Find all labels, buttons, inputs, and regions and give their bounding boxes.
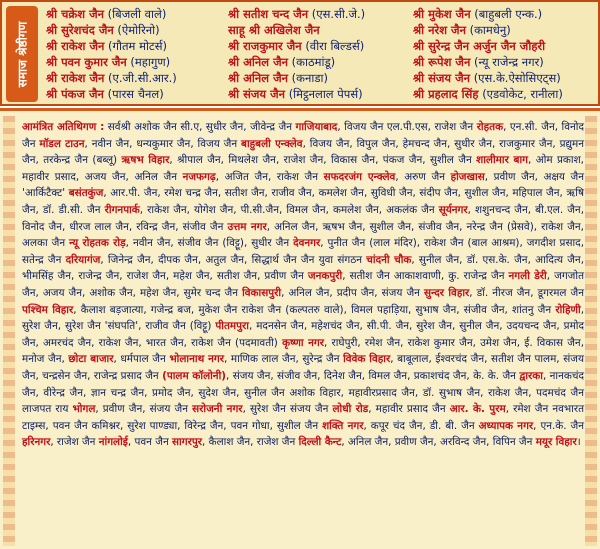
place-name: पश्चिम विहार	[22, 303, 74, 316]
guest-names: , संजय जैन, संजीव जैन, दिनेश जैन, विमल जैन, प्रकाशचंद जैन, के. के. जैन	[226, 369, 520, 382]
guest-names: , विजय जैन, विपुल जैन, हेमचन्द जैन, सुधीर जैन, राजकुमार जैन, प्रद्युमन जैन, तरकेन्द्र जैन (बब्लू)	[22, 137, 585, 167]
right-border-decoration	[585, 116, 597, 546]
guest-names: , पवन जैन	[127, 436, 173, 449]
guest-names: , आर.पी. जैन, रमेश चन्द्र जैन, सतीश जैन, राजीव जैन, कमलेश जैन, सुविधी जैन, संदीप जैन, सुशील जैन, महिपाल जैन, ऋषि जैन, डॉ. डी.सी. जैन	[22, 187, 584, 216]
dignitary-name: श्री चक्रेश जैन	[46, 7, 104, 21]
dignitary-affiliation: (न्यू राजेन्द्र नगर)	[474, 55, 544, 69]
guest-names: , सुनील जैन, डॉ. एस.के. जैन, आदित्य जैन, भीमसिंह जैन, राजेन्द्र जैन, राजेश जैन, महेश जैन, सतीश जैन, प्रवीण जैन	[22, 253, 584, 283]
dignitary-name: साहू श्री अखिलेश जैन	[228, 23, 320, 37]
guest-names: , विजय जैन एल.पी.एस, राजेश जैन	[337, 121, 477, 133]
side-label-tab	[6, 6, 38, 102]
place-name: दिल्ली कैन्ट	[298, 436, 342, 449]
dignitary-entry	[46, 70, 228, 86]
guest-names: , रमेश जैन नवभारत टाइम्स, पवन जैन कमिश्नर, सुरेश पाण्ड्या, विरेन्द्र जैन, पवन गोधा, सुशील जैन	[22, 403, 585, 432]
place-name: लोधी रोड	[332, 403, 369, 416]
dignitary-entry	[46, 54, 228, 70]
dignitary-entry	[413, 70, 598, 86]
place-name: मॉडल टाउन	[39, 137, 85, 150]
guest-names: , प्रवीण जैन, संजय जैन	[95, 403, 193, 416]
dignitary-affiliation: (ऐमोरिनो)	[117, 23, 160, 37]
guest-names: , प्रवीण जैन, अक्षय जैन 'आर्किटैक्ट'	[22, 170, 584, 200]
place-name: चांदनी चौक	[366, 253, 412, 266]
place-name: बाहुबली एन्क्लेव	[241, 137, 303, 150]
guest-names: , पुनीत जैन (लाल मंदिर), राकेश जैन (बाल आश्रम), जगदीश प्रसाद, सतेन्द्र जैन	[22, 237, 585, 266]
dignitary-affiliation: (महागुण)	[130, 55, 171, 69]
dignitary-entry	[228, 70, 413, 86]
guest-names: , ओम प्रकाश, महावीर प्रसाद, अजय जैन, अनिल जैन	[22, 154, 584, 183]
guest-names: , सतीश जैन आकाशवाणी, कु. राजेन्द्र जैन	[342, 270, 509, 283]
dignitary-name: श्री राकेश जैन	[46, 71, 105, 85]
dignitary-entry	[228, 86, 413, 102]
dignitary-entry	[228, 54, 413, 70]
place-name: कृष्णा नगर	[282, 336, 324, 349]
dignitary-entry	[46, 38, 228, 54]
guest-names: , राघेपुरी, रमेश जैन, राकेश कुमार जैन, उमेश जैन, ई. विकास जैन, मनोज जैन,	[22, 336, 585, 366]
guest-names: , एन.के. जैन	[533, 419, 584, 432]
dignitary-name: श्री सुरेशचंद जैन	[46, 23, 114, 37]
guest-names: सर्वश्री अशोक जैन सी.ए, सुधीर जैन, जीवेन्द्र जैन	[104, 121, 296, 133]
dignitary-entry	[413, 38, 598, 54]
dignitary-entry	[413, 54, 598, 70]
place-name: पीतमपुरा	[215, 320, 249, 333]
place-name: उत्तम नगर	[227, 220, 267, 233]
guest-names: , राजेश जैन	[50, 436, 99, 449]
dignitaries-grid	[46, 6, 598, 104]
guest-names: , अरुण जैन	[395, 170, 451, 183]
guest-names: ।	[576, 436, 581, 449]
dignitary-name: श्री नरेश जैन	[413, 23, 466, 37]
dignitary-name: श्री मुकेश जैन	[413, 7, 471, 21]
guest-names: , अजित जैन, राकेश जैन	[215, 170, 324, 183]
guest-names: , धर्मपाल जैन	[113, 353, 170, 366]
place-name: गाजियाबाद	[295, 121, 338, 133]
place-name: विवेक विहार	[343, 353, 391, 366]
place-name: सुन्दर विहार	[424, 286, 470, 299]
dignitary-name: श्री रूपेश जैन	[413, 55, 471, 69]
dignitary-name: श्री पवन कुमार जैन	[46, 55, 127, 69]
guest-names: , महावीर प्रसाद जैन	[368, 403, 450, 416]
place-name: सरोजनी नगर	[192, 403, 243, 416]
dignitary-name: श्री अनिल जैन	[228, 55, 288, 69]
guest-names: , नवीन जैन, संजीव जैन (विट्टू), सुधीर जैन	[125, 237, 294, 250]
dignitary-entry	[228, 6, 413, 22]
place-name: होजखास	[450, 170, 485, 183]
dignitary-affiliation: (एडवोकेट, रानीला)	[482, 87, 563, 101]
guest-names: , अनिल जैन, ऋषभ जैन, सुशील जैन, संजीव जैन, नरेन्द्र जैन (प्रेसवे), राकेश जैन, अलका जैन	[22, 220, 584, 250]
guest-names: , सुरेश जैन संजय जैन	[242, 403, 333, 416]
guest-names: , एन.सी. जैन, विनोद जैन	[22, 121, 584, 150]
guest-names: , नानकचंद जैन, वीरेन्द्र जैन, ज्ञान चन्द्र जैन, प्रमोद जैन, सुदेश जैन, सुनील जैन अशोक विहार, महावीरप्रसाद जैन, डॉ. सुभाष जैन, राकेश जैन, पदमचंद जैन लाजपत राय	[22, 369, 584, 416]
place-name: रोहिणी	[555, 303, 581, 316]
dignitary-name: श्री संजय जैन	[413, 71, 471, 85]
dignitary-affiliation: (ए.जी.सी.आर.)	[108, 71, 177, 85]
place-name: ऋषभ विहार	[121, 154, 170, 167]
guest-names: , अनिल जैन, प्रवीण जैन, अरविन्द जैन, विपिन जैन	[341, 436, 536, 449]
guest-names: , शशुनचन्द जैन, बी.एल. जैन, विनोद जैन, धीरज लाल जैन, रविन्द्र जैन, संजीव जैन	[22, 203, 584, 233]
dignitary-name: श्री राकेश जैन	[46, 39, 105, 53]
place-name: रीगनपार्क	[104, 203, 140, 216]
place-name: सफदरजंग एन्क्लेव	[323, 170, 396, 183]
place-name: सागरपुर	[172, 436, 202, 449]
dignitary-name: श्री पंकज जैन	[46, 87, 104, 101]
guest-names: , माणिक लाल जैन, सुरेन्द्र जैन	[224, 353, 344, 366]
place-name: (पालम कॉलोनी)	[162, 369, 227, 382]
dignitary-entry	[413, 86, 598, 102]
place-name: छोटा बाजार	[68, 353, 114, 366]
place-name: नगली डेरी	[508, 270, 547, 283]
dignitary-affiliation: (काठमांडू)	[291, 55, 336, 69]
place-name: जनकपुरी	[307, 270, 343, 283]
dignitaries-panel	[0, 0, 600, 106]
dignitary-affiliation: (एस.सी.जे.)	[311, 7, 366, 21]
guest-names: , कैलाश बड़जात्या, गजेन्द्र बज, मुकेश जैन राकेश जैन (कल्पतरु वाले), विमल पहाड़िया, सुभाष जैन, संजीव जैन, शांतनु जैन	[73, 303, 556, 316]
dignitary-name: श्री अनिल जैन	[228, 71, 288, 85]
dignitary-affiliation: (मिट्ठनलाल पेपर्स)	[288, 87, 363, 101]
dignitary-name: श्री सतीश चन्द जैन	[228, 7, 309, 21]
place-name: सूर्यनगर	[438, 203, 468, 216]
place-name: नजफगढ़	[182, 170, 216, 183]
guest-names: , श्रीपाल जैन, मिथलेश जैन, राजेश जैन, विकास जैन, पंकज जैन, सुशील जैन	[169, 154, 477, 167]
guest-names: , नवीन जैन, धन्यकुमार जैन, विजय जैन	[84, 137, 242, 150]
dignitary-affiliation: (बाहुबली एन्क.)	[474, 7, 543, 21]
dignitary-affiliation: (वीरा बिल्डर्स)	[305, 39, 365, 53]
dignitary-affiliation: (कनाडा)	[291, 71, 328, 85]
guest-names: , जिनेन्द्र जैन, दीपक जैन, अतुल जैन, सिद्धार्थ जैन जैन युवा संगठन	[100, 253, 367, 266]
side-label: समाज श्रेष्ठीगण	[15, 21, 30, 87]
dignitary-entry	[46, 22, 228, 38]
guest-names: , राकेश जैन, योगेश जैन, पी.सी.जैन, विमल जैन, कमलेश जैन, अकलंक जैन	[139, 203, 439, 216]
dignitary-name: श्री सुरेन्द्र जैन अर्जुन जैन जौहरी	[413, 39, 546, 53]
place-name: रोहतक	[476, 121, 504, 133]
guest-names: , बाबूलाल, ईश्वरचंद जैन, सतीश जैन पालम, संजय जैन, चन्द्रसेन जैन, राजेन्द्र प्रसाद जैन	[22, 353, 584, 382]
place-name: हरिनगर	[22, 436, 51, 449]
dignitary-entry	[46, 6, 228, 22]
guest-names: , कपूर चंद जैन, डी. बी. जैन	[363, 419, 479, 432]
place-name: देवनगर	[293, 237, 321, 250]
dignitary-entry	[228, 22, 413, 38]
place-name: बसंतकुंज	[68, 187, 104, 200]
dignitary-name: श्री संजय जैन	[228, 87, 286, 101]
guest-names: , सुरेश जैन, सुरेश जैन 'संघपति', राजीव जैन (विट्टू)	[22, 303, 584, 333]
guest-names: , जगजोत जैन, अजय जैन, अशोक जैन, महेश जैन, सुमेर चन्द जैन	[22, 270, 584, 299]
place-name: आमंत्रित अतिथिगण :	[22, 121, 105, 133]
invited-guests-text	[22, 119, 584, 451]
invited-guests-panel	[0, 108, 600, 549]
left-border-decoration	[3, 116, 15, 546]
dignitary-name: श्री प्रहलाद सिंह	[413, 87, 479, 101]
dignitary-affiliation: (एस.के.ऐसोसिएट्स)	[473, 71, 561, 85]
dignitary-affiliation: (गौतम मोटर्स)	[108, 39, 167, 53]
place-name: शक्ति नगर	[322, 419, 364, 432]
place-name: दरियागंज	[65, 253, 101, 266]
place-name: आर. के. पुरम	[449, 403, 506, 416]
guest-names: , कैलाश जैन, राजेश जैन	[202, 436, 299, 449]
place-name: नांगलोई	[98, 436, 128, 449]
place-name: मयूर विहार	[535, 436, 577, 449]
place-name: न्यू रोहतक रोड़	[69, 237, 126, 250]
place-name: विकासपुरी	[242, 286, 282, 299]
dignitary-entry	[413, 6, 598, 22]
place-name: शालीमार बाग	[476, 154, 529, 167]
dignitary-affiliation: (बिजली वाले)	[107, 7, 167, 21]
dignitary-affiliation: (पारस चैनल)	[107, 87, 164, 101]
place-name: अध्यापक नगर	[478, 419, 534, 432]
dignitary-entry	[228, 38, 413, 54]
dignitary-name: श्री राजकुमार जैन	[228, 39, 302, 53]
place-name: द्वारका	[519, 369, 543, 382]
dignitary-entry	[46, 86, 228, 102]
place-name: भोगल	[72, 403, 96, 416]
dignitary-entry	[413, 22, 598, 38]
place-name: भोलानाथ नगर	[169, 353, 224, 366]
dignitary-affiliation: (कामधेनु)	[469, 23, 511, 37]
guest-names: , अनिल जैन, प्रदीप जैन, संजय जैन	[281, 286, 424, 299]
guest-names: , डॉ. नीरज जैन, डूगरमल जैन	[469, 286, 584, 299]
guest-names: , मदनसेन जैन, महेशचंद जैन, सी.पी. जैन, सुरेश जैन, सुनील जैन, उदयचन्द जैन, प्रमोद जैन, अमरचंद जैन, राकेश जैन, भारत जैन, राकेश जैन (पदमावती)	[22, 320, 585, 349]
